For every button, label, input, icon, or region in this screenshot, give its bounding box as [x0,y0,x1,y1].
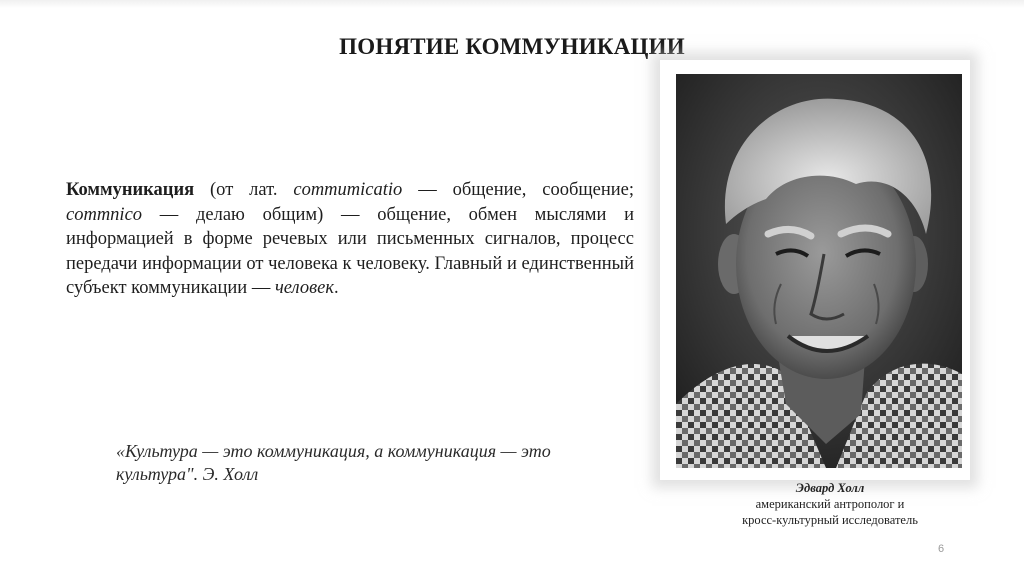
definition-term: Коммуникация [66,180,195,200]
page-number: 6 [938,543,945,555]
definition-paragraph [66,178,634,301]
latin-word-1: commumicatio [293,180,403,200]
top-rule [0,0,1024,8]
definition-end: . [333,278,339,298]
hall-quote: «Культура — это коммуникация, а коммуникация — это культура". Э. Холл [116,441,551,484]
portrait-illustration [676,74,962,468]
latin-word-2: commnico [66,204,143,225]
portrait-photo [676,74,962,468]
photo-caption [720,480,940,528]
caption-name: Эдвард Холл [795,481,865,495]
definition-text-1: (от лат. [194,180,294,200]
caption-line-2: кросс-культурный исследователь [742,513,918,527]
definition-text-2: — общение, сообщение; [402,180,634,200]
slide-title: ПОНЯТИЕ КОММУНИКАЦИИ [339,34,685,59]
definition-text-3: — делаю общим) — общение, обмен мыслями и информацией в форме речевых или письменных сигналов, процесс передачи информации от человека к человеку. Главный и единственный субъект коммуникации — [66,204,634,298]
caption-line-1: американский антрополог и [755,497,905,511]
definition-subject: человек [274,278,334,298]
